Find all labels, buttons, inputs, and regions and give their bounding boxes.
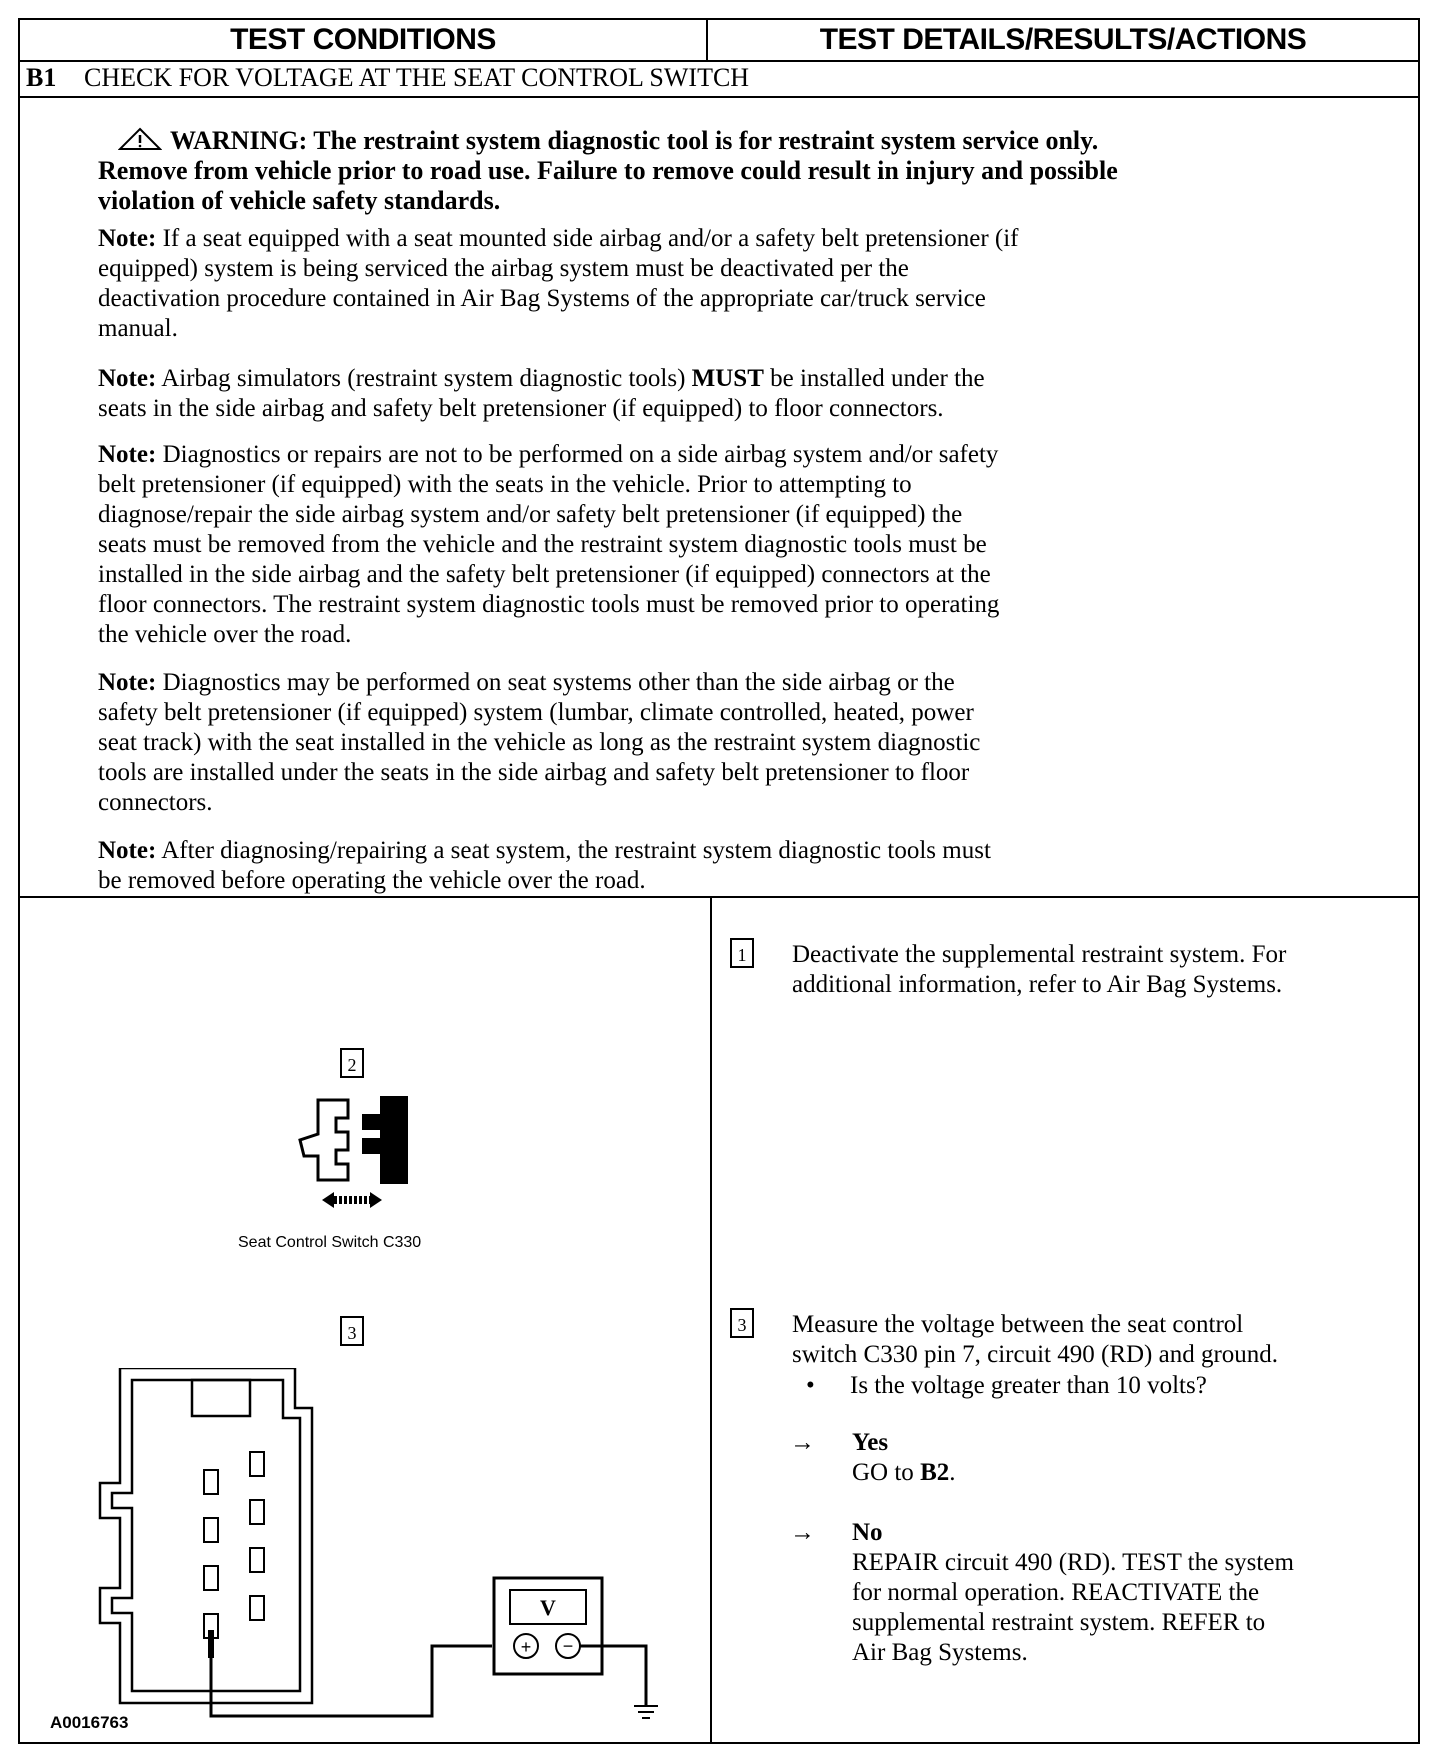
instruction-text: switch C330 pin 7, circuit 490 (RD) and ground. [792,1341,1279,1368]
yes-label: Yes [852,1429,889,1456]
note-text: floor connectors. The restraint system diagnostic tools must be removed prior to operating [98,591,1000,618]
yes-action-text: GO to [852,1459,921,1486]
step-number-box: 2 [340,1048,364,1078]
arrow-right-icon: → [790,1429,815,1456]
warning-line-2: Remove from vehicle prior to road use. Failure to remove could result in injury and possible [98,156,1118,185]
note-4 [98,668,1228,818]
note-text: Airbag simulators (restraint system diagnostic tools) [161,365,692,392]
warning-line-1: WARNING: The restraint system diagnostic tool is for restraint system service only. [170,126,1099,155]
warning-block [98,126,1318,216]
no-branch [790,1518,1400,1678]
header-test-details: TEST DETAILS/RESULTS/ACTIONS [819,23,1307,56]
procedure-section [20,898,1418,1744]
warning-triangle-icon [118,127,162,151]
note-text: manual. [98,315,178,342]
instruction-text: Deactivate the supplemental restraint system. For [792,941,1287,968]
note-text: Diagnostics may be performed on seat systems other than the side airbag or the [162,669,955,696]
diagnostic-page [18,18,1420,1744]
no-action-text: for normal operation. REACTIVATE the [852,1579,1260,1606]
note-text: belt pretensioner (if equipped) with the seats in the vehicle. Prior to attempting to [98,471,912,498]
note-text: diagnose/repair the side airbag system and/or safety belt pretensioner (if equipped) the [98,501,963,528]
figure-step-2-marker [340,1048,364,1078]
instruction-step-1 [730,938,1410,1008]
question-text: Is the voltage greater than 10 volts? [850,1372,1207,1399]
arrow-right-icon: → [790,1519,815,1546]
meter-label: V [540,1595,556,1620]
note-text: equipped) system is being serviced the airbag system must be deactivated per the [98,255,909,282]
note-text: After diagnosing/repairing a seat system, the restraint system diagnostic tools must [161,837,991,864]
table-header [20,20,1418,62]
step-number-box: 1 [730,938,754,968]
note-text: be removed before operating the vehicle over the road. [98,867,646,894]
note-label: Note: [98,225,157,252]
note-text: tools are installed under the seats in the side airbag and safety belt pretensioner to floor [98,759,970,786]
connector-caption: Seat Control Switch C330 [238,1234,422,1251]
notes-section [20,98,1418,898]
figure-step-3-marker [340,1316,364,1346]
yes-action-target: B2 [920,1459,950,1486]
yes-action-suffix: . [949,1459,956,1486]
note-3 [98,440,1228,650]
no-action-text: Air Bag Systems. [852,1639,1028,1666]
connector-disconnect-illustration [290,1088,450,1218]
bullet-icon: • [806,1372,815,1399]
note-text: seat track) with the seat installed in the vehicle as long as the restraint system diagnostic [98,729,981,756]
figure-id: A0016763 [50,1713,129,1732]
instruction-step-3 [730,1308,1410,1378]
note-text: Diagnostics or repairs are not to be performed on a side airbag system and/or safety [162,441,999,468]
note-label: Note: [98,441,157,468]
note-2 [98,364,1228,424]
note-text: connectors. [98,789,213,816]
no-label: No [852,1519,883,1546]
note-emphasis: MUST [691,365,764,392]
note-text: seats must be removed from the vehicle and the restraint system diagnostic tools must be [98,531,987,558]
no-action-text: supplemental restraint system. REFER to [852,1609,1266,1636]
note-5 [98,836,1228,896]
note-label: Note: [98,837,157,864]
note-1 [98,224,1228,344]
instruction-text: Measure the voltage between the seat control [792,1311,1244,1338]
note-text: safety belt pretensioner (if equipped) system (lumbar, climate controlled, heated, power [98,699,974,726]
header-test-conditions: TEST CONDITIONS [20,20,708,60]
note-text: If a seat equipped with a seat mounted side airbag and/or a safety belt pretensioner (if [162,225,1019,252]
step-number-box: 3 [730,1308,754,1338]
no-action-text: REPAIR circuit 490 (RD). TEST the system [852,1549,1294,1576]
column-divider [710,898,712,1744]
note-label: Note: [98,669,157,696]
step-title: CHECK FOR VOLTAGE AT THE SEAT CONTROL SWITCH [84,63,750,92]
note-text: be installed under the [763,365,985,392]
step-row [20,60,1418,98]
note-text: the vehicle over the road. [98,621,352,648]
minus-terminal-label: − [562,1636,574,1656]
note-text: installed in the side airbag and the safety belt pretensioner (if equipped) connectors at the [98,561,991,588]
step-number-box: 3 [340,1316,364,1346]
voltmeter-connector-illustration [80,1368,680,1738]
note-label: Note: [98,365,157,392]
yes-branch [790,1428,1400,1498]
note-text: deactivation procedure contained in Air Bag Systems of the appropriate car/truck service [98,285,986,312]
warning-line-3: violation of vehicle safety standards. [98,186,501,215]
note-text: seats in the side airbag and safety belt pretensioner (if equipped) to floor connectors. [98,395,944,422]
plus-terminal-label: + [520,1637,532,1657]
instruction-text: additional information, refer to Air Bag Systems. [792,971,1283,998]
step-id: B1 [26,63,57,92]
